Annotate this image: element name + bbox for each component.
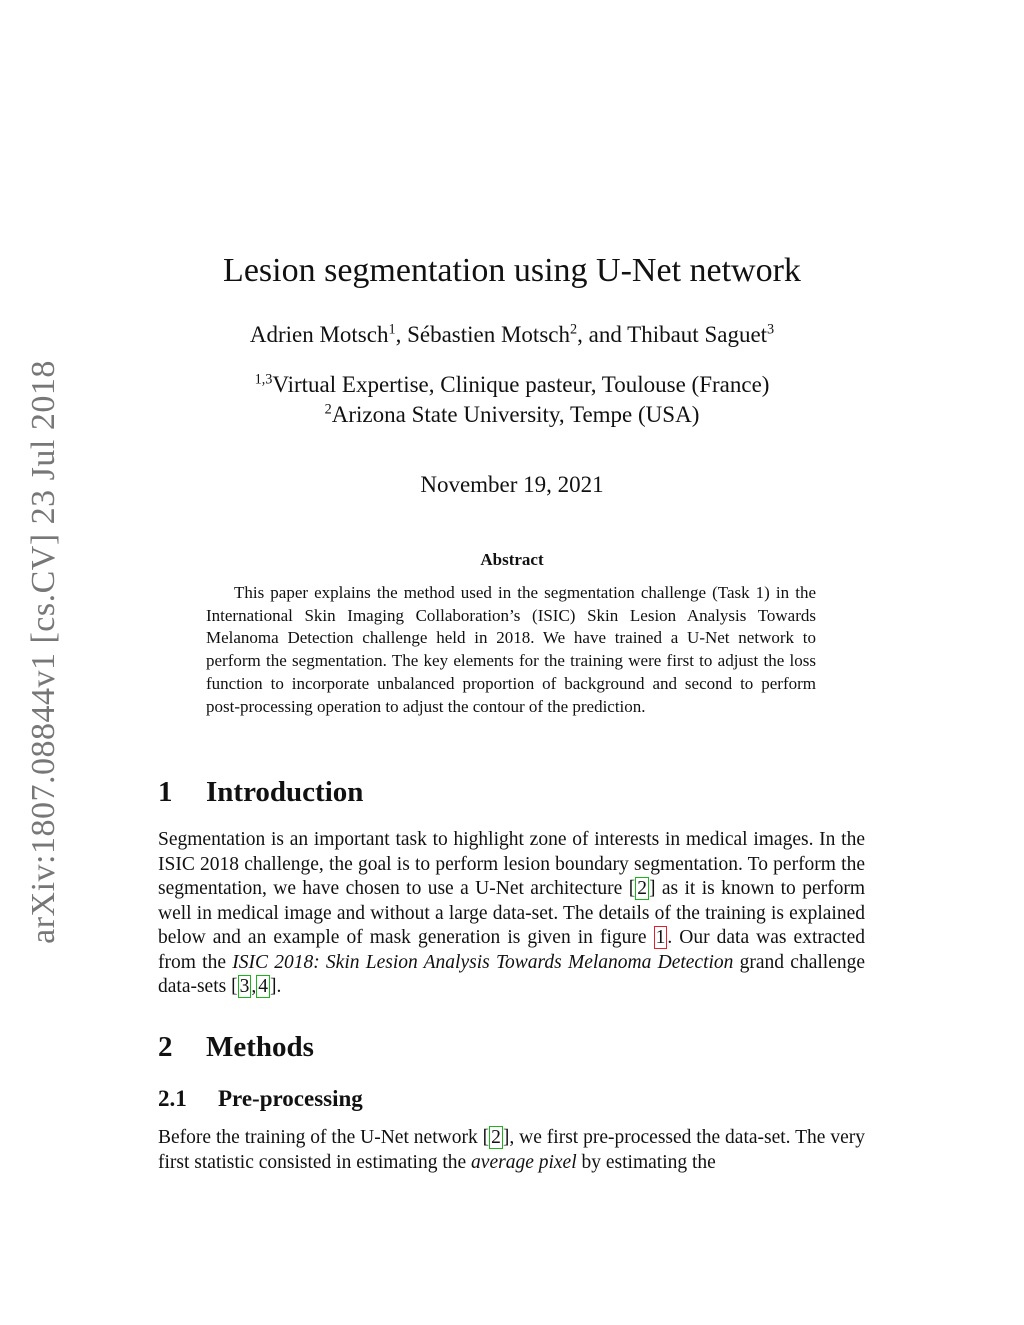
section-heading-introduction: 1 Introduction xyxy=(158,776,364,808)
citation-link[interactable]: 2 xyxy=(491,1127,501,1148)
paper-title: Lesion segmentation using U-Net network xyxy=(223,252,801,289)
affiliation-1: $^{1,3}$Virtual Expertise, Clinique pasteur, Toulouse (France) xyxy=(254,371,770,397)
figure-reference-link[interactable]: 1 xyxy=(655,927,666,948)
citation-link[interactable]: 2 xyxy=(637,878,647,899)
abstract-text: This paper explains the method used in the segmentation challenge (Task 1) in the International Skin Imaging Collaboration’s (ISIC) Skin Lesion Analysis Towards Melanoma Detection challenge held in 2018. We have trained a U-Net network to perform the segmentation. The key elements for the training were first to adjust the loss function to incorporate unbalanced proportion of background and second to perform post-processing operation to adjust the contour of the prediction. xyxy=(206,583,816,716)
author-affiliation-mark: 1 xyxy=(388,321,396,338)
author-name: Adrien Motsch xyxy=(249,322,389,347)
author-affiliation-mark: 3 xyxy=(767,321,775,338)
section-heading-methods: 2 Methods xyxy=(158,1031,314,1063)
author-affiliation-mark: 2 xyxy=(569,321,578,338)
preprocessing-paragraph: Before the training of the U-Net network [ 2 ], we first pre-processed the data-set. The very first statistic consisted in estimating the average pixel by estimating the xyxy=(158,1127,865,1173)
abstract-heading: Abstract xyxy=(480,550,544,569)
introduction-paragraph: Segmentation is an important task to highlight zone of interests in medical images. In the ISIC 2018 challenge, the goal is to perform lesion boundary segmentation. To perform the segmentation, we have chosen to use a U-Net architecture [ 2 ] as it is known to perform well in medical image and without a large data-set. The details of the training is explained below and an example of mask generation is given in figure 1 . Our data was extracted from the ISIC 2018: Skin Lesion Analysis Towards Melanoma Detection grand challenge data-sets [ 3 , 4 ]. xyxy=(158,829,866,997)
subsection-heading-preprocessing: 2.1 Pre-processing xyxy=(158,1086,363,1111)
affiliation-2: $^2$Arizona State University, Tempe (USA) xyxy=(324,401,700,427)
author-list: Adrien Motsch$^1$, Sébastien Motsch$^2$, and Thibaut Saguet$^3$ xyxy=(249,321,775,347)
author-name: Thibaut Saguet xyxy=(627,322,768,347)
paper-date: November 19, 2021 xyxy=(420,472,604,497)
citation-link[interactable]: 4 xyxy=(258,976,268,997)
citation-link[interactable]: 3 xyxy=(239,976,250,997)
author-name: Sébastien Motsch xyxy=(407,322,570,347)
arxiv-side-stamp: arXiv:1807.08844v1 [cs.CV] 23 Jul 2018 xyxy=(25,360,62,944)
